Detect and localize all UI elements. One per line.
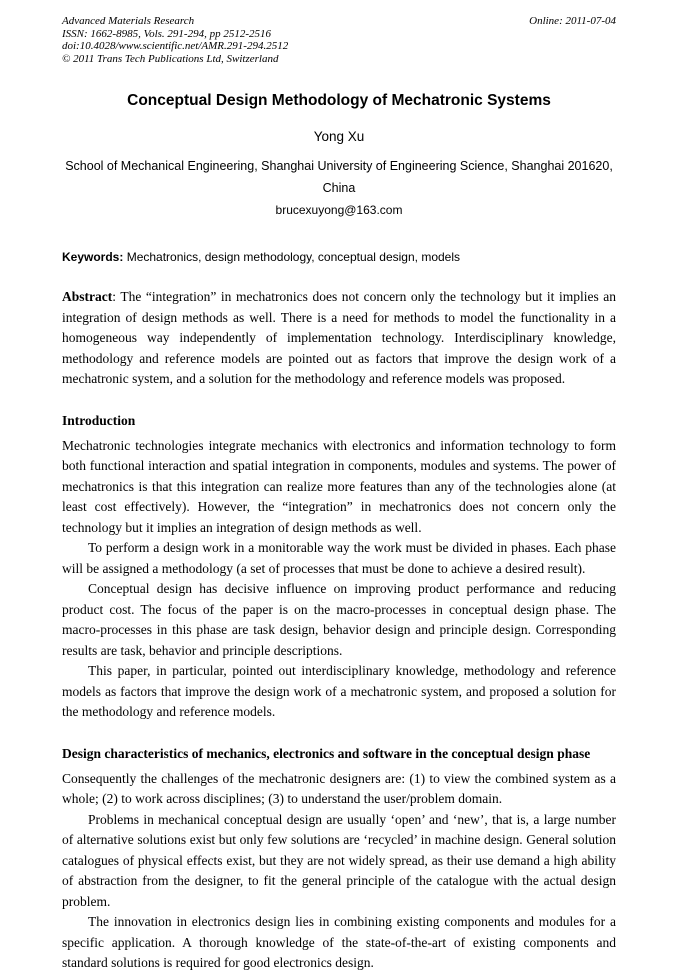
abstract-text: : The “integration” in mechatronics does not concern only the technology but it implies an integration of design methods as well. There is a need for methods to model the functionality in a homogeneous way independently of implementation technology. Interdisciplinary knowledge, methodology and reference models are pointed out as factors that improve the design work of a mechatronic system, and a solution for the methodology and reference models was proposed. [62,289,616,386]
online-date: Online: 2011-07-04 [529,15,616,27]
doi-line: doi:10.4028/www.scientific.net/AMR.291-294.2512 [62,40,289,52]
issn-line: ISSN: 1662-8985, Vols. 291-294, pp 2512-2516 [62,27,271,40]
affiliation: School of Mechanical Engineering, Shanghai University of Engineering Science, Shanghai 201620, China [65,159,613,195]
paragraph: The innovation in electronics design lies in combining existing components and modules for a specific application. A thorough knowledge of the state-of-the-art of existing components and standard solutions is required for good electronics design. [62,914,616,970]
paragraph: Mechatronic technologies integrate mechanics with electronics and information technology to form both functional interaction and spatial integration in components, modules and systems. The power of mechatronics is that this integration can realize more features than any of the technologies alone (at least cost effectively). However, the “integration” in mechatronics does not concern only the technology but it implies an integration of design methods as well. [62,437,616,535]
section-heading-introduction: Introduction [62,412,136,428]
paragraph: Consequently the challenges of the mechatronic designers are: (1) to view the combined system as a whole; (2) to work across disciplines; (3) to understand the user/problem domain. [62,770,616,806]
email-address: brucexuyong@163.com [275,203,403,217]
journal-name: Advanced Materials Research [62,15,195,27]
section-introduction [62,412,616,723]
paragraph: To perform a design work in a monitorable way the work must be divided in phases. Each phase will be assigned a methodology (a set of processes that must be done to achieve a desired result). [62,540,616,576]
abstract-label: Abstract [62,289,113,304]
author-name: Yong Xu [313,129,365,144]
abstract [62,287,616,390]
keywords-line [62,250,616,264]
keywords-text: Mechatronics, design methodology, conceptual design, models [126,250,461,264]
paragraph: Problems in mechanical conceptual design are usually ‘open’ and ‘new’, that is, a large number of alternative solutions exist but only few solutions are ‘recycled’ in machine design. General solution catalogues of physical effects exist, but they are not widely spread, as their use demand a high ability of abstraction from the designer, to fit the general principle of the catalogue with the actual design problem. [62,811,616,909]
paragraph: Conceptual design has decisive influence on improving product performance and reducing product cost. The focus of the paper is on the macro-processes in conceptual design phase. The macro-processes in this phase are task design, behavior design and principle design. Corresponding results are task, behavior and principle descriptions. [62,581,616,658]
section-design-characteristics [62,745,616,974]
section-heading-design-characteristics: Design characteristics of mechanics, electronics and software in the conceptual design phase [62,745,591,761]
paper-title: Conceptual Design Methodology of Mechatronic Systems [127,92,551,109]
publication-header [62,15,616,65]
paragraph: This paper, in particular, pointed out interdisciplinary knowledge, methodology and reference models as factors that improve the design work of a mechatronic system, and proposed a solution for the methodology and reference models. [62,663,616,719]
publication-info [62,15,288,65]
keywords-label: Keywords: [62,250,124,264]
copyright-line: © 2011 Trans Tech Publications Ltd, Switzerland [62,52,279,65]
